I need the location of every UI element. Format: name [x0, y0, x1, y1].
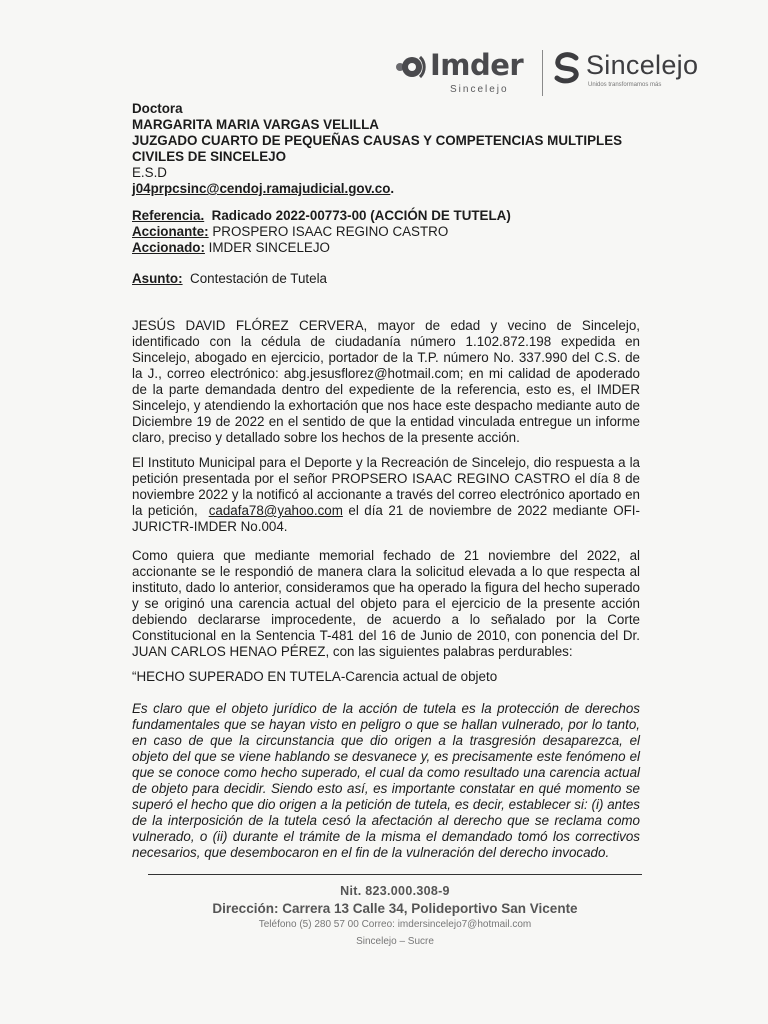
footer-nit: Nit. 823.000.308-9 [340, 884, 450, 898]
paragraph-3: Como quiera que mediante memorial fechado de 21 noviembre del 2022, al accionante se le respondió de manera clara la solicitud elevada a lo que respecta al instituto, dado lo anterior, consideramos que ha operado la figura del hecho superado y se originó una carencia actual del objeto para el ejercicio de la presente acción debiendo declararse improcedente, de acuerdo a lo señalado por la Corte Constitucional en la Sentencia T-481 del 16 de Junio de 2010, con ponencia del Dr. JUAN CARLOS HENAO PÉREZ, con las siguientes palabras perdurables: [132, 548, 640, 659]
sincelejo-logo [552, 48, 722, 96]
footer-divider [148, 874, 642, 875]
sincelejo-mark-icon [552, 52, 582, 84]
addressee-block [132, 101, 640, 197]
footer-city: Sincelejo – Sucre [356, 936, 434, 947]
imder-sub: Sincelejo [450, 84, 509, 95]
paragraph-2 [132, 455, 640, 535]
paragraph-2-a: El Instituto Municipal para el Deporte y la Recreación de Sincelejo, dio respuesta a la petición presentada por el señor PROPSERO ISAAC REGINO CASTRO el día 8 de noviembre 2022 y la notificó al accionante a través del correo electrónico aportado en la petición, [132, 455, 640, 518]
asunto-line [132, 271, 640, 287]
quote-paragraph: Es claro que el objeto jurídico de la acción de tutela es la protección de derechos fundamentales que se hayan visto en peligro o que se hallan vulnerado, por lo tanto, en caso de que la circunstancia que dio origen a la trasgresión desaparezca, el objeto del que se viene hablando se desvanece y, es precisamente este fenómeno el que se conoce como hecho superado, el cual da como resultado una carencia actual de objeto para decidir. Siendo esto así, es importante constatar en qué momento se superó el hecho que dio origen a la petición de tutela, es decir, establecer si: (i) antes de la interposición de la tutela cesó la afectación al derecho que se reclama como vulnerado, o (ii) durante el trámite de la misma el demandado tomó los correctivos necesarios, que desembocaron en el fin de la vulneración del derecho invocado. [132, 701, 640, 860]
sincelejo-brand: Sincelejo [586, 50, 699, 80]
reference-block [132, 208, 640, 256]
quote-title: “HECHO SUPERADO EN TUTELA-Carencia actual de objeto [132, 669, 498, 684]
footer-address: Dirección: Carrera 13 Calle 34, Polideportivo San Vicente [212, 901, 578, 916]
accionado-label: Accionado: [132, 240, 205, 255]
addressee-name: MARGARITA MARIA VARGAS VELILLA [132, 117, 379, 132]
court-line-1: JUZGADO CUARTO DE PEQUEÑAS CAUSAS Y COMPETENCIAS MULTIPLES [132, 133, 623, 148]
esd: E.S.D [132, 165, 167, 180]
imder-brand: Imder [430, 48, 524, 82]
accionante-value: PROSPERO ISAAC REGINO CASTRO [212, 224, 449, 239]
imder-mark-icon [394, 52, 428, 82]
ref-value: Radicado 2022-00773-00 (ACCIÓN DE TUTELA) [211, 208, 511, 223]
court-email[interactable]: j04prpcsinc@cendoj.ramajudicial.gov.co [132, 181, 391, 196]
imder-logo [394, 44, 530, 98]
sincelejo-tagline: Unidos transformamos más [588, 82, 662, 88]
court-line-2: CIVILES DE SINCELEJO [132, 149, 287, 164]
accionante-email-link[interactable]: cadafa78@yahoo.com [208, 503, 343, 518]
salutation: Doctora [132, 101, 183, 116]
ref-label: Referencia. [132, 208, 205, 223]
paragraph-2-b: el día 21 de noviembre de 2022 mediante OFI-JURICTR-IMDER No.004. [132, 503, 640, 534]
paragraph-1: JESÚS DAVID FLÓREZ CERVERA, mayor de edad y vecino de Sincelejo, identificado con la cédula de ciudadanía número 1.102.872.198 expedida en Sincelejo, abogado en ejercicio, portador de la T.P. número No. 337.990 del C.S. de la J., correo electrónico: abg.jesusflorez@hotmail.com; en mi calidad de apoderado de la parte demandada dentro del expediente de la referencia, esto es, el IMDER Sincelejo, y atendiendo la exhortación que nos hace este despacho mediante auto de Diciembre 19 de 2022 en el sentido de que la entidad vinculada entregue un informe claro, preciso y detallado sobre los hechos de la presente acción. [132, 318, 640, 445]
footer-phone: Teléfono (5) 280 57 00 Correo: imdersincelejo7@hotmail.com [258, 919, 532, 930]
asunto-label: Asunto: [132, 271, 183, 286]
asunto-value: Contestación de Tutela [190, 271, 328, 286]
court-email-end: . [390, 181, 395, 196]
accionante-label: Accionante: [132, 224, 209, 239]
accionado-value: IMDER SINCELEJO [208, 240, 330, 255]
logo-divider [542, 50, 543, 96]
